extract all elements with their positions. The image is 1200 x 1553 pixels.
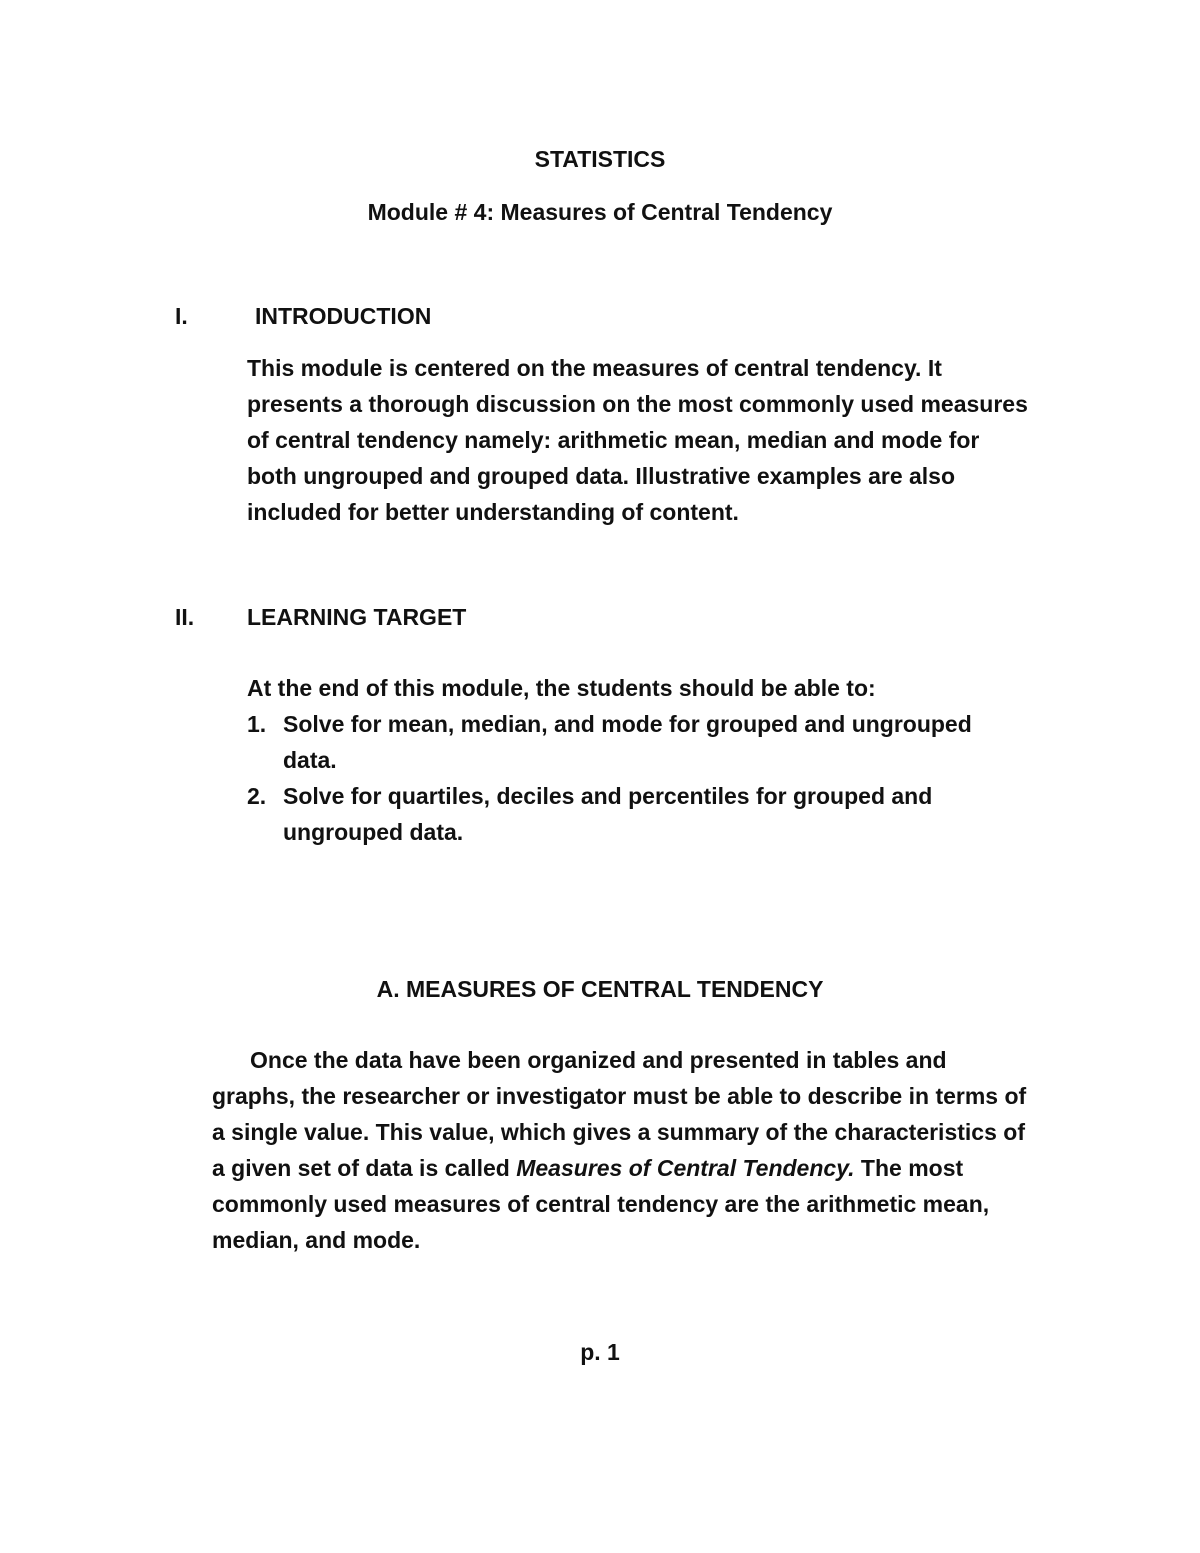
list-item-text: Solve for mean, median, and mode for grouped and ungrouped	[283, 711, 972, 737]
section-1-numeral: I.	[175, 303, 188, 329]
section-1-heading: INTRODUCTION	[255, 303, 432, 329]
defined-term: Measures of Central Tendency.	[516, 1155, 855, 1181]
body-line: a single value. This value, which gives a summary of the characteristics of	[212, 1119, 1025, 1145]
list-item-number: 2.	[247, 783, 267, 809]
body-line-text: The most	[854, 1155, 964, 1181]
section-a-heading: A. MEASURES OF CENTRAL TENDENCY	[376, 976, 824, 1002]
list-item-number: 1.	[247, 711, 267, 737]
body-line: median, and mode.	[212, 1227, 421, 1253]
subject-title: STATISTICS	[534, 146, 666, 172]
body-line: commonly used measures of central tendency are the arithmetic mean,	[212, 1191, 990, 1217]
list-item-text: data.	[283, 747, 337, 773]
body-line-text: a given set of data is called	[212, 1155, 517, 1181]
intro-line: included for better understanding of content.	[247, 499, 739, 525]
intro-line: presents a thorough discussion on the most commonly used measures	[247, 391, 1028, 417]
learning-target-intro: At the end of this module, the students should be able to:	[247, 675, 876, 701]
section-2-heading: LEARNING TARGET	[247, 604, 467, 630]
intro-line: both ungrouped and grouped data. Illustrative examples are also	[247, 463, 956, 489]
section-2-numeral: II.	[175, 604, 195, 630]
body-line	[212, 1150, 963, 1186]
body-line: graphs, the researcher or investigator must be able to describe in terms of	[212, 1083, 1027, 1109]
page-number: p. 1	[580, 1339, 620, 1365]
list-item-text: ungrouped data.	[283, 819, 464, 845]
intro-line: This module is centered on the measures of central tendency. It	[247, 355, 942, 381]
body-line: Once the data have been organized and presented in tables and	[250, 1047, 947, 1073]
intro-line: of central tendency namely: arithmetic mean, median and mode for	[247, 427, 980, 453]
list-item-text: Solve for quartiles, deciles and percentiles for grouped and	[283, 783, 933, 809]
module-title: Module # 4: Measures of Central Tendency	[367, 199, 833, 225]
